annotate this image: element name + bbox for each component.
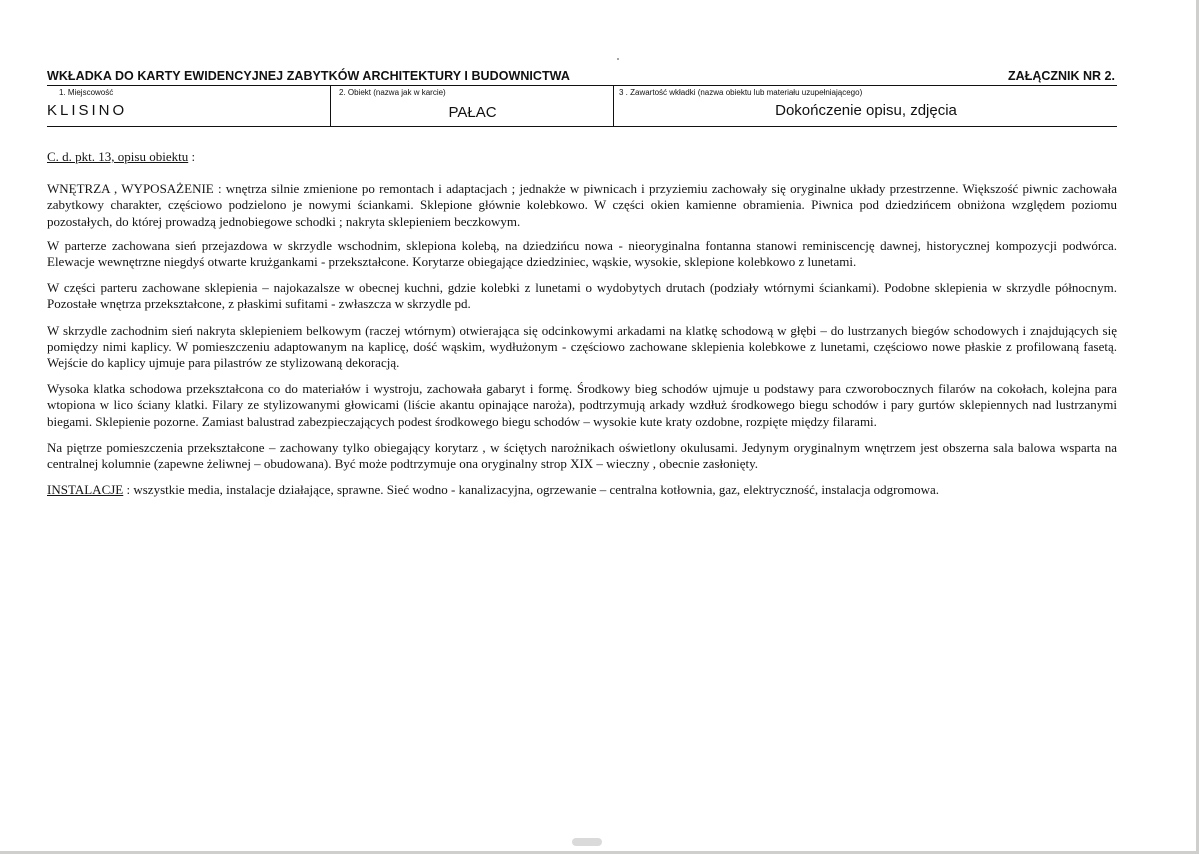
interiors-paragraph — [47, 181, 1117, 230]
installations-label: INSTALACJE — [47, 482, 124, 498]
installations-text: : wszystkie media, instalacje działające, sprawne. Sieć wodno - kanalizacyjna, ogrzewanie – centralna kotłownia, gaz, elektryczność, instalacja odgromowa. — [123, 482, 940, 498]
form-header — [47, 69, 1117, 86]
contents-field — [613, 86, 1118, 126]
interiors-text: : wnętrza silnie zmienione po remontach i adaptacjach ; jednakże w piwnicach i przyziemiu zachowały się oryginalne układy przestrzenne. Większość piwnic zachowała zabytkowy charakter, częściowo podzielono je nowymi ściankami. Sklepione głównie kolebkowo. W części okien kamienne obramienia. Piwnica pod dziedzińcem obniżona względem poziomu pozostałych, do której prowadzą jednobiegowe schodki ; nakryta sklepieniem beczkowym. — [47, 181, 1117, 229]
locality-field — [47, 86, 330, 126]
object-field — [330, 86, 614, 126]
vaults-paragraph: W części parteru zachowane sklepienia – najokazalsze w obecnej kuchni, gdzie kolebki z lunetami o wydobytych drutach (podziały wtórnymi ściankami). Podobne sklepienia w skrzydle północnym. Pozostałe wnętrza przekształcone, z płaskimi sufitami - zwłaszcza w skrzydle pd. — [47, 280, 1117, 312]
description-body — [47, 149, 1117, 508]
continuation-heading — [47, 149, 1117, 165]
installations-paragraph — [47, 482, 1117, 498]
form-fields — [47, 86, 1117, 127]
interiors-label: WNĘTRZA , WYPOSAŻENIE — [47, 181, 214, 197]
paper-stain — [572, 838, 602, 846]
contents-value: Dokończenie opisu, zdjęcia — [775, 102, 957, 119]
locality-value: KLISINO — [47, 102, 128, 119]
form-title: WKŁADKA DO KARTY EWIDENCYJNEJ ZABYTKÓW ARCHITEKTURY I BUDOWNICTWA — [47, 69, 570, 83]
ground-floor-paragraph: W parterze zachowana sień przejazdowa w skrzydle wschodnim, sklepiona kolebą, na dziedzińcu nowa - nieoryginalna fontanna stanowi reminiscencję dawnej, historycznej kompozycji podwórca. Elewacje wewnętrzne niegdyś otwarte krużgankami - przekształcone. Korytarze obiegające dziedziniec, wąskie, wysokie, sklepione kolebkowo z lunetami. — [47, 237, 1117, 270]
locality-caption: 1. Miejscowość — [59, 88, 114, 97]
upper-floor-paragraph: Na piętrze pomieszczenia przekształcone – zachowany tylko obiegający korytarz , w ściętych narożnikach oświetlony okulusami. Jedynym oryginalnym wnętrzem jest obszerna sala balowa wsparta na centralnej kolumnie (zapewne żeliwnej – obudowana). Być może podtrzymuje ona oryginalny strop XIX – wieczny , obecnie zasłonięty. — [47, 439, 1117, 472]
object-value: PAŁAC — [448, 104, 497, 121]
continuation-label: C. d. pkt. 13, opisu obiektu — [47, 149, 189, 164]
west-wing-paragraph: W skrzydle zachodnim sień nakryta sklepieniem belkowym (raczej wtórnym) otwierająca się odcinkowymi arkadami na klatkę schodową w głębi – do lustrzanych biegów schodowych i znajdujących się pomiędzy nimi kaplicy. W pomieszczeniu adaptowanym na kaplicę, dość wąskim, wydłużonym - częściowo zachowane sklepienia kolebkowe z lunetami, częściowo nowe płaskie z profilowaną fasetą. Wejście do kaplicy ujmuje para pilastrów ze stylizowaną dekoracją. — [47, 322, 1117, 371]
continuation-colon: : — [188, 149, 196, 164]
object-caption: 2. Obiekt (nazwa jak w karcie) — [339, 88, 446, 97]
speck — [617, 58, 619, 60]
contents-caption: 3 . Zawartość wkładki (nazwa obiektu lub materiału uzupełniającego) — [619, 88, 863, 97]
annex-number: ZAŁĄCZNIK NR 2. — [1008, 69, 1115, 83]
staircase-paragraph: Wysoka klatka schodowa przekształcona co do materiałów i wystroju, zachowała gabaryt i formę. Środkowy bieg schodów ujmuje u podstawy para czworobocznych filarów na cokołach, kolejna para wtopiona w lico ściany klatki. Filary ze stylizowanymi głowicami (liście akantu opinające naroża), podtrzymują arkady wzdłuż środkowego biegu schodów i pary gurtów sklepiennych nad lustrzanymi biegami. Sklepienie pozorne. Zamiast balustrad zabezpieczających podest środkowego biegu schodów – wysokie kute kraty ozdobne, rozpięte między filarami. — [47, 381, 1117, 429]
